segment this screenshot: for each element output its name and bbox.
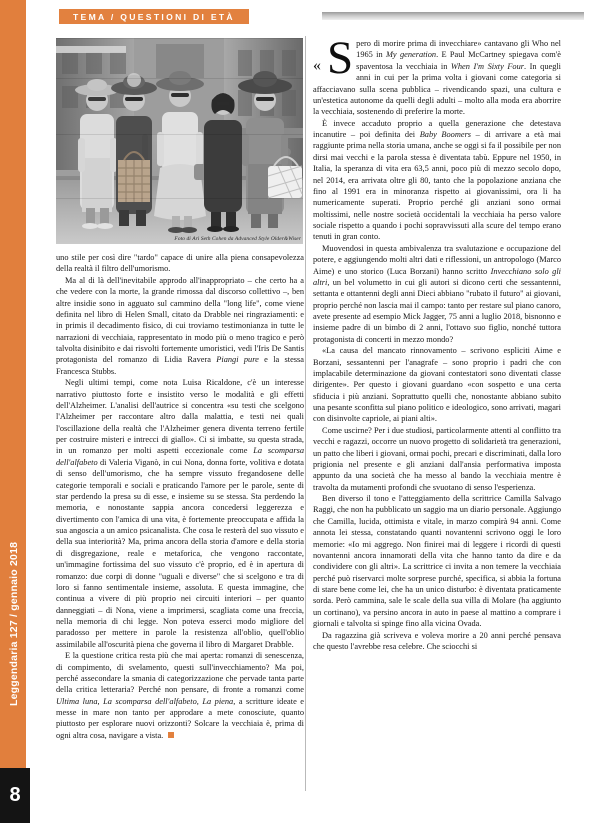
header-rule <box>322 12 584 20</box>
left-paragraph: Ma al di là dell'inevitabile approdo all'inappropriato – che certo ha a che vedere con la morte, la grande rimossa dal discorso collettivo –, ben altre insidie sono in agguato sul cammino della "long life", come viene definita nel libro di Helen Small, citato da Drabble nei ringraziamenti: e in primis il decadimento fisico, di cui troviamo testimonianza in tutte le narrazioni di vecchiaia, rappresentato in modo più o meno tragico e però talvolta disinibito e dai risvolti fortemente umoristici, vedi l'Iris De Santis protagonista del romanzo di Lidia Ravera Piangi pure e la stessa Francesca Stubbs. <box>56 275 304 376</box>
issue-label: Leggendaria 127 / gennaio 2018 <box>8 541 20 706</box>
right-opening-paragraph: pero di morire prima di invecchiare» cantavano gli Who nel 1965 in My generation. E Paul McCartney spiegava com'è spaventosa la vecchiaia in When I'm Sixty Four. In quegli anni in cui per la prima volta i giovani come categoria si affacciavano sulla scena pubblica – rivendicando spazi, una cultura e un'estetica autonome da quelli degli adulti – molto alla moda era aborrire la vecchiaia, sostenendo di preferire la morte. <box>313 39 561 117</box>
right-column-text <box>313 32 561 652</box>
right-paragraph: Da ragazzina già scriveva e voleva morire a 20 anni perché pensava che questo l'avrebbe resa celebre. Che sciocchi si <box>313 630 561 651</box>
page-number: 8 <box>0 768 30 823</box>
drop-cap: S <box>327 32 354 84</box>
right-paragraph: È invece accaduto proprio a quella generazione che detestava incanutire – poi definita dei Baby Boomers – di arrivare a età mai raggiunte prima nella storia umana, anche se oggi si fa il possibile per non dirsi mai vecchi e la parola stessa è diventata tabù. Eppure nel 1950, in Italia, la speranza di vita era 63,5 anni, poco più di mezzo secolo dopo, nel 2014, era arrivata oltre gli 80, tanto che la popolazione anziana che fino al 1991 era in minoranza rispetto ai giovanissimi, ora li ha numericamente superati. Proprio perché gli anziani sono ormai moltissimi, nelle nostre società occidentali la vecchiaia ha perso valore sociale rispetto a quando i pochi sopravvissuti alla scure del tempo erano tenuti in gran conto. <box>313 118 561 242</box>
end-of-article-mark <box>168 732 174 738</box>
opening-guillemet: « <box>313 57 321 74</box>
article-opening <box>313 32 561 118</box>
left-column-text <box>56 252 304 741</box>
left-paragraph: E la questione critica resta più che mai aperta: romanzi di senescenza, di compimento, di svelamento, questi sull'invecchiamento? Ma poi, perché assecondare la smania di categorizzazione che pervade tanta parte della critica letteraria? Perché non pensare, di fronte a romanzi come Ultima luna, La scomparsa dell'alfabeto, La piena, a scritture ideate e messe in mare non tanto per approdare a mete conosciute, quanto piuttosto per esplorare nuovi orizzonti? Solcare la vecchiaia è, prima di ogni altra cosa, navigare a vista. <box>56 651 304 740</box>
section-kicker: TEMA / QUESTIONI DI ETÀ <box>59 9 249 24</box>
right-paragraph: Ben diverso il tono e l'atteggiamento della scrittrice Camilla Salvago Raggi, che non ha pubblicato un saggio ma un diario personale. Aggiungo che Camilla, lucida, ottimista e vitale, in marzo compirà 94 anni. Come annota lei stessa, constatando quanti novantenni scrivono oggi le loro memorie: «Io mi aggrego. Non finirei mai di leggere i ricordi di questi novantenni ancora innamorati della vita che hanno tanto da dire e da condividere con gli altri». La scrittrice ci invita a non temere la vecchiaia perché può riservarci molte sorprese purché, specifica, si abbia la fortuna di stare bene come lei, che ha un unico disturbo: è diventata praticamente sorda. Però cammina, sale le scale della sua villa di Molare (ha aggiunto un cortinano), va persino ancora in auto in paese al mattino a comprare i giornali e talvolta si spinge fino alla vicina Ovada. <box>313 494 561 629</box>
spine-rail <box>26 0 30 823</box>
photo-caption: Foto di Ari Seth Cohen da Advanced Style Older&Wiser <box>174 236 301 242</box>
left-paragraph: Negli ultimi tempi, come nota Luisa Ricaldone, c'è un interesse narrativo piuttosto forte e insistito verso le modalità e gli effetti dell'Alzheimer. L'analisi dell'autrice si concentra «su testi che scelgono l'Alzheimer per raccontare altro dalla malattia, e testi nei quali l'oscillazione della realtà che l'Alzheimer genera diventa terreno fertile per costruire misteri e intrecci di giallo». Ci si imbatte, su questa strada, in un romanzo per molti aspetti eccezionale come La scomparsa dell'alfabeto di Valeria Viganò, in cui Nona, donna forte, volitiva e dotata di senso dell'umorismo, che ha sempre vissuto fregandosene delle categorie temporali e sociali e praticando l'amore per le parole, sente di star perdendo la presa su di esse, e insieme su se stessa. Sta perdendo la memoria, e nonostante sappia ancora concedersi leggerezza e divertimento con l'amica di una vita, è fortemente preoccupata e affida la sua angoscia a un amico psicanalista. Che cosa le resterà del suo vissuto e della sua interiorità? Ma, prima ancora della storia d'amore e della storia di disgregazione, reale e metaforica, che vengono raccontate, un'immagine fortissima del suo vissuto c'è proprio, ed è in apertura di romanzo: due corpi di donne "uguali e diverse" che si scelgono e tra di loro si fanno sentimentale insieme, assoluta. E questa immagine, che continua a vivere di più proprio nei circuiti interiori – per quanto danneggiati – di Nona, viene a imprimersi, scagliata come una freccia, nella memoria di chi legge. Non poteva esserci modo migliore del paradosso per mettere in parole la resistenza all'oblio, quell'oblio assimilabile all'oscurità piena che governa il libro di Margaret Drabble. <box>56 378 304 649</box>
photo-illustration <box>56 38 303 244</box>
right-paragraph: Come uscirne? Per i due studiosi, particolarmente attenti al conflitto tra vecchi e ragazzi, occorre un nuovo progetto di solidarietà tra generazioni, un patto che liberi i giovani, ormai pochi, precari e discriminati, dalla loro prigionia nel presente e gli anziani dall'ansia performativa imposta appunto da una società che ha messo al bando la vecchiaia mentre è travolta da mutamenti profondi che svuotano di senso l'esperienza. <box>313 425 561 492</box>
left-paragraph: uno stile per così dire "tardo" capace di unire alla piena consapevolezza della realtà il filtro dell'umorismo. <box>56 253 304 274</box>
right-paragraph: «La causa del mancato rinnovamento – scrivono espliciti Aime e Borzani, sessantenni per l'anagrafe – sono proprio i padri che con implacabile determinazione da giovani contestatori sono diventati classe dirigente». Per questo i giovani guardano «con sospetto e una certa sfiducia i più anziani. Soprattutto quelli che, nonostante abbiano subito una pesante sconfitta sul piano politico e ideologico, sono arrivati, magari con disinvolte capriole, ai piani alti». <box>313 346 561 424</box>
right-paragraph: Muovendosi in questa ambivalenza tra svalutazione e occupazione del potere, e aggiungendo molti altri dati e riflessioni, un antropologo (Marco Aime) e uno storico (Luca Borzani) hanno scritto Invecchiano solo gli altri, un bel volumetto in cui gli autori si dicono certi che sessantenni, settanta e ottantenni degli anni Dieci abbiano "rubato il futuro" ai giovani, proprio perché non lascia mai il campo: tanto per restare sul piano canoro, avete presente ad esempio Mick Jagger, 75 anni a luglio 2018, bisnonno e insieme padre di un bimbo di 2 anni, l'ottavo suo figlio, nonché tuttora protagonista di concerti in mezzo mondo? <box>313 243 561 344</box>
column-divider <box>305 36 306 791</box>
article-photo <box>56 38 303 244</box>
